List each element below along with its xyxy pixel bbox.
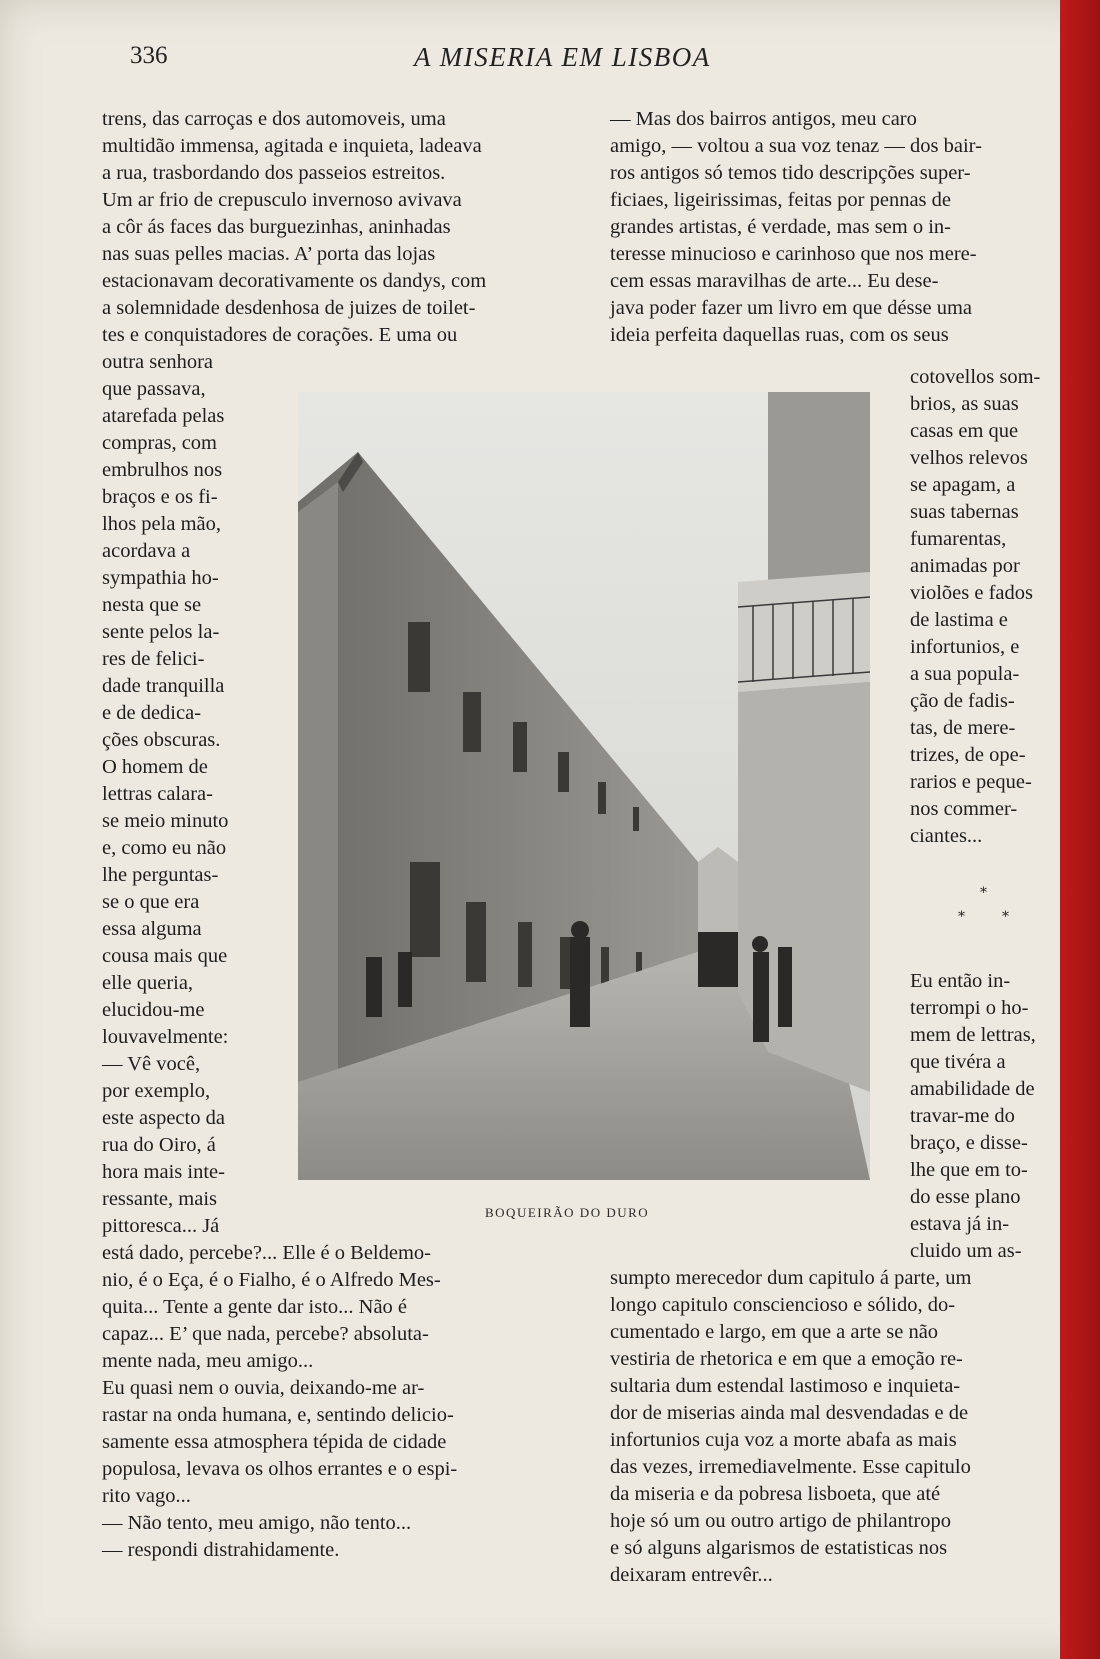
right-column-bottom-line: cumentado e largo, em que a arte se não bbox=[610, 1321, 939, 1343]
right-column-narrow-1-line: casas em que bbox=[910, 420, 1019, 442]
right-column-bottom-line: dor de miserias ainda mal desvendadas e de bbox=[610, 1402, 969, 1424]
left-column-line: trens, das carroças e dos automoveis, uma bbox=[102, 108, 446, 130]
right-column-top-line: — Mas dos bairros antigos, meu caro bbox=[610, 108, 917, 130]
left-column-line: louvavelmente: bbox=[102, 1026, 229, 1048]
page-edge bbox=[1060, 0, 1100, 1659]
left-column-line: lettras calara- bbox=[102, 783, 213, 805]
right-column-bottom-line: e só alguns algarismos de estatisticas nos bbox=[610, 1537, 948, 1559]
right-column-top-line: amigo, — voltou a sua voz tenaz — dos bair- bbox=[610, 135, 982, 157]
left-column-line: elle queria, bbox=[102, 972, 194, 994]
street-photo bbox=[298, 392, 870, 1180]
right-column-narrow-1-line: se apagam, a bbox=[910, 474, 1016, 496]
left-column-line: nas suas pelles macias. A’ porta das lojas bbox=[102, 243, 436, 265]
right-column-narrow-2-line: cluido um as- bbox=[910, 1240, 1022, 1262]
left-column-line: atarefada pelas bbox=[102, 405, 225, 427]
left-column-line: hora mais inte- bbox=[102, 1161, 225, 1183]
right-column-top-line: ficiaes, ligeirissimas, feitas por pennas de bbox=[610, 189, 951, 211]
right-column-top-line: ros antigos só temos tido descripções super- bbox=[610, 162, 971, 184]
right-column-narrow-1-line: tas, de mere- bbox=[910, 717, 1016, 739]
right-column-bottom-line: sumpto merecedor dum capitulo á parte, um bbox=[610, 1267, 972, 1289]
street-photo-image bbox=[298, 392, 870, 1180]
left-column-line: a solemnidade desdenhosa de juizes de toilet- bbox=[102, 297, 476, 319]
left-column-line: estacionavam decorativamente os dandys, com bbox=[102, 270, 487, 292]
left-column-line: sente pelos la- bbox=[102, 621, 220, 643]
right-column-narrow-2-line: mem de lettras, bbox=[910, 1024, 1036, 1046]
right-column-narrow-1-line: nos commer- bbox=[910, 798, 1018, 820]
left-column-line: — Vê você, bbox=[102, 1053, 201, 1075]
right-column-narrow-1-line: fumarentas, bbox=[910, 528, 1007, 550]
right-column-narrow-1-line: animadas por bbox=[910, 555, 1020, 577]
left-column-line: compras, com bbox=[102, 432, 217, 454]
right-column-narrow-1-line: cotovellos som- bbox=[910, 366, 1041, 388]
left-column-line: ressante, mais bbox=[102, 1188, 217, 1210]
left-column-line: O homem de bbox=[102, 756, 208, 778]
section-break-star: * bbox=[1002, 909, 1009, 925]
left-column-line: cousa mais que bbox=[102, 945, 228, 967]
left-column-line: Eu quasi nem o ouvia, deixando-me ar- bbox=[102, 1377, 425, 1399]
left-column-line: essa alguma bbox=[102, 918, 202, 940]
left-column-line: ções obscuras. bbox=[102, 729, 221, 751]
right-column-narrow-2-line: lhe que em to- bbox=[910, 1159, 1028, 1181]
left-column-line: este aspecto da bbox=[102, 1107, 225, 1129]
right-column-narrow-1-line: a sua popula- bbox=[910, 663, 1020, 685]
right-column-narrow-2-line: braço, e disse- bbox=[910, 1132, 1028, 1154]
right-column-narrow-1-line: velhos relevos bbox=[910, 447, 1028, 469]
right-column-bottom-line: vestiria de rhetorica e em que a emoção re- bbox=[610, 1348, 963, 1370]
right-column-narrow-2-line: estava já in- bbox=[910, 1213, 1010, 1235]
left-column-line: populosa, levava os olhos errantes e o espi- bbox=[102, 1458, 458, 1480]
right-column-narrow-2-line: travar-me do bbox=[910, 1105, 1015, 1127]
right-column-bottom-line: da miseria e da pobresa lisboeta, que até bbox=[610, 1483, 941, 1505]
left-column-line: por exemplo, bbox=[102, 1080, 211, 1102]
left-column-line: a rua, trasbordando dos passeios estreitos. bbox=[102, 162, 446, 184]
right-column-bottom-line: infortunios cuja voz a morte abafa as mais bbox=[610, 1429, 957, 1451]
right-column-bottom-line: longo capitulo consciencioso e sólido, do- bbox=[610, 1294, 956, 1316]
right-column-narrow-1-line: rarios e peque- bbox=[910, 771, 1032, 793]
left-column-line: multidão immensa, agitada e inquieta, ladeava bbox=[102, 135, 482, 157]
left-column-line: braços e os fi- bbox=[102, 486, 218, 508]
section-break-star: * bbox=[958, 909, 965, 925]
left-column-line: lhos pela mão, bbox=[102, 513, 221, 535]
left-column-line: elucidou-me bbox=[102, 999, 205, 1021]
right-column-top-line: ideia perfeita daquellas ruas, com os seus bbox=[610, 324, 949, 346]
left-column-line: nesta que se bbox=[102, 594, 202, 616]
right-column-narrow-1-line: de lastima e bbox=[910, 609, 1008, 631]
right-column-narrow-2-line: Eu então in- bbox=[910, 970, 1011, 992]
left-column-line: rito vago... bbox=[102, 1485, 191, 1507]
right-column-narrow-2-line: do esse plano bbox=[910, 1186, 1021, 1208]
right-column-bottom-line: deixaram entrevêr... bbox=[610, 1564, 773, 1586]
left-column-line: rastar na onda humana, e, sentindo delicio- bbox=[102, 1404, 454, 1426]
left-column-line: Um ar frio de crepusculo invernoso avivava bbox=[102, 189, 462, 211]
running-title: A MISERIA EM LISBOA bbox=[414, 42, 711, 72]
left-column-line: a côr ás faces das burguezinhas, aninhadas bbox=[102, 216, 451, 238]
left-column-line: está dado, percebe?... Elle é o Beldemo- bbox=[102, 1242, 431, 1264]
left-column-line: res de felici- bbox=[102, 648, 205, 670]
right-column-bottom-line: das vezes, irremediavelmente. Esse capitulo bbox=[610, 1456, 971, 1478]
left-column-line: — respondi distrahidamente. bbox=[102, 1539, 340, 1561]
section-break-star: * bbox=[980, 885, 987, 901]
right-column-narrow-2-line: que tivéra a bbox=[910, 1051, 1006, 1073]
right-column-narrow-1-line: violões e fados bbox=[910, 582, 1033, 604]
left-column-line: — Não tento, meu amigo, não tento... bbox=[102, 1512, 412, 1534]
right-column-top-line: java poder fazer um livro em que désse uma bbox=[610, 297, 973, 319]
page-number: 336 bbox=[130, 42, 168, 69]
left-column-line: dade tranquilla bbox=[102, 675, 225, 697]
right-column-narrow-1-line: infortunios, e bbox=[910, 636, 1020, 658]
section-break bbox=[958, 885, 1018, 935]
right-column-bottom-line: hoje só um ou outro artigo de philantropo bbox=[610, 1510, 952, 1532]
right-column-top-line: cem essas maravilhas de arte... Eu dese- bbox=[610, 270, 939, 292]
right-column-bottom-line: sultaria dum estendal lastimoso e inquieta- bbox=[610, 1375, 961, 1397]
right-column-narrow-2-line: amabilidade de bbox=[910, 1078, 1035, 1100]
left-column-line: samente essa atmosphera tépida de cidade bbox=[102, 1431, 447, 1453]
right-column-narrow-1-line: brios, as suas bbox=[910, 393, 1019, 415]
left-column-line: rua do Oiro, á bbox=[102, 1134, 216, 1156]
right-column-top-line: teresse minucioso e carinhoso que nos mere- bbox=[610, 243, 977, 265]
left-column-line: outra senhora bbox=[102, 351, 213, 373]
left-column-line: mente nada, meu amigo... bbox=[102, 1350, 314, 1372]
left-column-line: pittoresca... Já bbox=[102, 1215, 220, 1237]
right-column-narrow-1-line: ciantes... bbox=[910, 825, 983, 847]
left-column-line: e de dedica- bbox=[102, 702, 202, 724]
right-column-narrow-1-line: suas tabernas bbox=[910, 501, 1019, 523]
left-column-line: capaz... E’ que nada, percebe? absoluta- bbox=[102, 1323, 429, 1345]
photo-caption: BOQUEIRÃO DO DURO bbox=[485, 1205, 650, 1220]
right-column-top-line: grandes artistas, é verdade, mas sem o in- bbox=[610, 216, 951, 238]
left-column-line: que passava, bbox=[102, 378, 206, 400]
left-column-line: sympathia ho- bbox=[102, 567, 219, 589]
left-column-line: e, como eu não bbox=[102, 837, 227, 859]
left-column-line: se o que era bbox=[102, 891, 200, 913]
left-column-line: acordava a bbox=[102, 540, 191, 562]
left-column-line: embrulhos nos bbox=[102, 459, 223, 481]
left-column-line: se meio minuto bbox=[102, 810, 229, 832]
right-column-narrow-1-line: ção de fadis- bbox=[910, 690, 1015, 712]
right-column-narrow-2-line: terrompi o ho- bbox=[910, 997, 1029, 1019]
left-column-line: tes e conquistadores de corações. E uma ou bbox=[102, 324, 458, 346]
left-column-line: lhe perguntas- bbox=[102, 864, 219, 886]
left-column-line: nio, é o Eça, é o Fialho, é o Alfredo Mes- bbox=[102, 1269, 441, 1291]
left-column-line: quita... Tente a gente dar isto... Não é bbox=[102, 1296, 408, 1318]
right-column-narrow-1-line: trizes, de ope- bbox=[910, 744, 1026, 766]
